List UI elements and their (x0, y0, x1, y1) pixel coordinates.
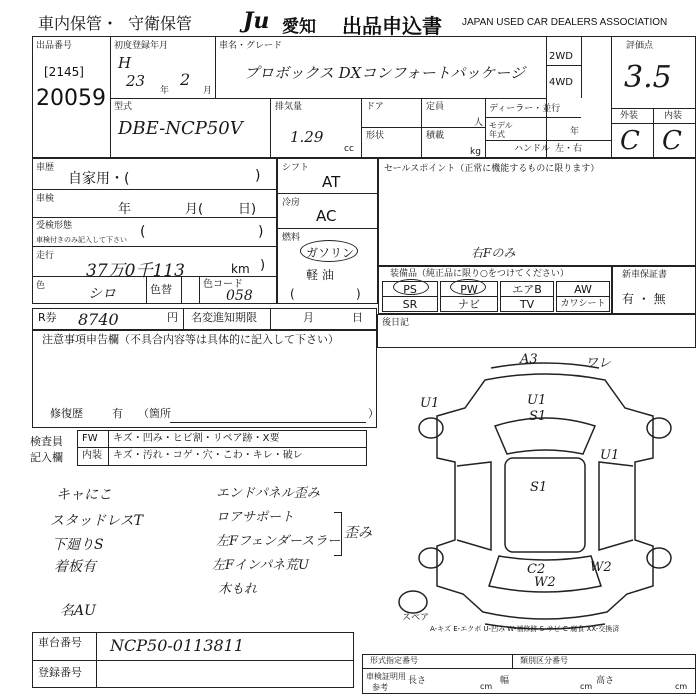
height-label: 高さ (596, 676, 615, 686)
color-label: 色 (36, 281, 46, 291)
equipment-circle-mark (450, 279, 486, 295)
width-label: 幅 (500, 676, 510, 686)
fuel-gas-circle (300, 240, 358, 262)
storage-handwritten: 守衛保管 (128, 14, 193, 33)
inspection-day: 日) (238, 202, 257, 217)
ac-label: 冷房 (282, 198, 301, 208)
rear-label: 後日記 (382, 318, 410, 328)
load-unit: kg (470, 147, 481, 157)
repair-value: 有 (112, 407, 123, 420)
width-unit: cm (580, 682, 593, 691)
equipment-item: カワシート (556, 296, 610, 312)
remark-left-item: スタッドレスT (50, 513, 143, 529)
registration-year: 23 (126, 72, 146, 90)
interior-grade: C (662, 126, 682, 156)
check-row2-label: 内装 (82, 450, 102, 461)
sales-point-note: 右Fのみ (471, 246, 516, 260)
remark-bracket (334, 512, 342, 556)
shape-label: 形状 (366, 131, 385, 141)
displacement-label: 排気量 (275, 102, 303, 112)
color-code: 058 (226, 288, 253, 304)
equipment-item: エアB (500, 281, 554, 297)
wheel-front-left (419, 418, 443, 438)
mileage-value: 37万0千113 (86, 261, 185, 281)
check-row2: キズ・汚れ・コゲ・穴・こわ・キレ・破レ (113, 450, 303, 461)
capacity-label: 定員 (426, 102, 445, 112)
handle-options: 左・右 (555, 144, 583, 154)
model-year-label: モデル 年式 (489, 121, 513, 139)
fuel-gas: ガソリン (306, 246, 355, 260)
registration-era: H (118, 54, 132, 72)
wheel-rear-right (647, 548, 671, 568)
remark-left-item: 着板有 (54, 559, 96, 575)
spare-wheel (399, 591, 427, 613)
sales-frame (378, 158, 696, 266)
damage-mark: A3 (520, 352, 538, 367)
wheel-front-right (647, 418, 671, 438)
check-row1: キズ・凹み・ヒビ割・リペア跡・X要 (113, 433, 280, 444)
model-label: 型式 (114, 102, 133, 112)
damage-mark: U1 (420, 396, 440, 411)
fuel-other-open: ( (290, 287, 295, 301)
equipment-item: TV (500, 296, 554, 312)
equipment-circle-mark (393, 279, 429, 295)
entry-label: 記入欄 (30, 451, 63, 464)
capacity-unit: 人 (474, 118, 484, 128)
damage-mark: U1 (527, 393, 547, 408)
dealer-label: ディーラー・並行 (489, 104, 561, 114)
damage-mark: U1 (600, 448, 620, 463)
insurance-options: 有 ・ 無 (622, 292, 666, 306)
period-day: 日 (352, 311, 363, 324)
model-year-unit: 年 (570, 127, 580, 137)
damage-mark: W2 (534, 575, 556, 590)
wheel-rear-left (419, 548, 443, 568)
history-value: 自家用・( (68, 171, 130, 187)
remark-left-item: 名AU (60, 603, 96, 619)
storage-label: 車内保管・ (38, 14, 119, 33)
transfer-sub: 車検付きのみ記入して下さい (36, 236, 127, 244)
recycle-value: 8740 (78, 310, 119, 329)
ac-value: AC (316, 207, 337, 225)
load-label: 積載 (426, 131, 445, 141)
damage-mark: ワレ (585, 356, 612, 371)
history-close: ) (255, 168, 261, 184)
equipment-item: PW (440, 281, 498, 297)
color-value: シロ (88, 286, 116, 302)
roof (505, 458, 585, 552)
fuel-diesel: 軽 油 (306, 268, 334, 282)
insurance-label: 新車保証書 (622, 270, 668, 280)
repair-close: ） (368, 407, 379, 420)
recycle-unit: 円 (167, 311, 178, 324)
mileage-unit: km (231, 262, 250, 276)
ju-logo: Ju (243, 8, 270, 34)
equipment-label: 装備品（純正品に限り○をつけてください） (390, 269, 569, 279)
remark-left-item: キャにこ (56, 487, 112, 503)
history-label: 車歴 (36, 163, 55, 173)
period-month: 月 (303, 311, 314, 324)
length-unit: cm (480, 682, 493, 691)
remark-right-item: エンドパネル歪み (216, 486, 320, 501)
shift-value: AT (322, 173, 341, 191)
remark-right-item: 木もれ (218, 582, 258, 597)
repair-label: 修復歴 (50, 407, 83, 420)
transfer-open: ( (140, 224, 146, 240)
damage-mark: S1 (530, 480, 548, 495)
interior-label: 内装 (664, 111, 683, 121)
remark-right-item: 左Fインパネ荒U (212, 558, 310, 573)
org-name-english: JAPAN USED CAR DEALERS ASSOCIATION (462, 17, 668, 28)
color-code-label: 色コード (203, 279, 243, 290)
ref-label: 参考 (372, 683, 388, 692)
chassis-value: NCP50-0113811 (110, 636, 245, 655)
org-name: 愛知 (282, 17, 316, 37)
month-unit: 月 (203, 86, 213, 96)
equipment-item: PS (382, 281, 438, 297)
displacement-unit: cc (344, 144, 354, 154)
drive-4wd: 4WD (549, 77, 573, 88)
length-label: 長さ (408, 676, 427, 686)
exterior-label: 外装 (620, 111, 639, 121)
chassis-label: 車台番号 (38, 636, 82, 649)
vehicle-name: プロボックス DXコンフォートパッケージ (244, 64, 525, 82)
registration-label: 初度登録年月 (114, 41, 169, 51)
drive-2wd: 2WD (549, 51, 573, 62)
cert-label: 車検証明用 (366, 672, 406, 681)
rear-frame (377, 314, 696, 348)
inspection-label: 車検 (36, 194, 55, 204)
remark-side-note: 歪み (344, 525, 372, 541)
handle-label: ハンドル (514, 144, 551, 154)
check-row1-label: FW (82, 433, 98, 444)
vehicle-name-label: 車名・グレード (219, 41, 283, 51)
exterior-grade: C (620, 126, 640, 156)
displacement-value: 1.29 (290, 128, 324, 146)
damage-mark: C2 (527, 562, 546, 577)
remark-right-item: ロアサポート (216, 510, 295, 525)
color-change-label: 色替 (150, 283, 172, 296)
mileage-close: ) (260, 258, 266, 273)
damage-mark: S1 (529, 409, 547, 424)
inspection-year: 年 (118, 202, 132, 217)
lot-label: 出品番号 (36, 41, 73, 51)
equipment-item: SR (382, 296, 438, 312)
fuel-label: 燃料 (282, 233, 301, 243)
lot-sub-number: [2145] (44, 65, 84, 79)
shift-label: シフト (282, 163, 310, 173)
transfer-close: ) (258, 224, 264, 240)
class-number-label: 類別区分番号 (520, 656, 568, 665)
damage-mark: W2 (590, 560, 612, 575)
recycle-label: R券 (38, 311, 57, 324)
year-unit: 年 (160, 86, 170, 96)
door-label: ドア (366, 102, 384, 112)
equipment-item: AW (556, 281, 610, 297)
height-unit: cm (675, 682, 688, 691)
repair-place: （箇所 (138, 407, 171, 420)
sales-point-label: セールスポイント（正常に機能するものに限ります） (384, 164, 600, 174)
inspection-month: 月( (185, 202, 204, 217)
form-number-label: 形式指定番号 (370, 656, 418, 665)
notes-label: 注意事項申告欄（不具合内容等は具体的に記入して下さい） (42, 333, 339, 346)
spare-label: スペア (402, 613, 430, 623)
damage-legend: A-キズ E-エクボ U-凹み W-補修跡 S-サビ C-腐食 XX-交換済 (430, 625, 620, 633)
remark-left-item: 下廻りS (52, 537, 104, 553)
transfer-label: 受検形態 (36, 221, 73, 231)
lot-number: 20059 (36, 86, 106, 111)
rating-label: 評価点 (626, 41, 654, 51)
fuel-other-close: ) (356, 287, 361, 301)
registration-number-label: 登録番号 (38, 666, 82, 679)
registration-month: 2 (180, 70, 191, 89)
rating-score: 3.5 (624, 60, 672, 95)
model-value: DBE-NCP50V (118, 118, 243, 139)
period-label: 名変進知期限 (191, 311, 257, 324)
document-title: 出品申込書 (342, 14, 442, 38)
remark-right-item: 左Fフェンダースラー (216, 534, 341, 549)
equipment-item: ナビ (440, 296, 498, 312)
mileage-label: 走行 (36, 251, 55, 261)
inspector-label: 検査員 (30, 435, 63, 448)
